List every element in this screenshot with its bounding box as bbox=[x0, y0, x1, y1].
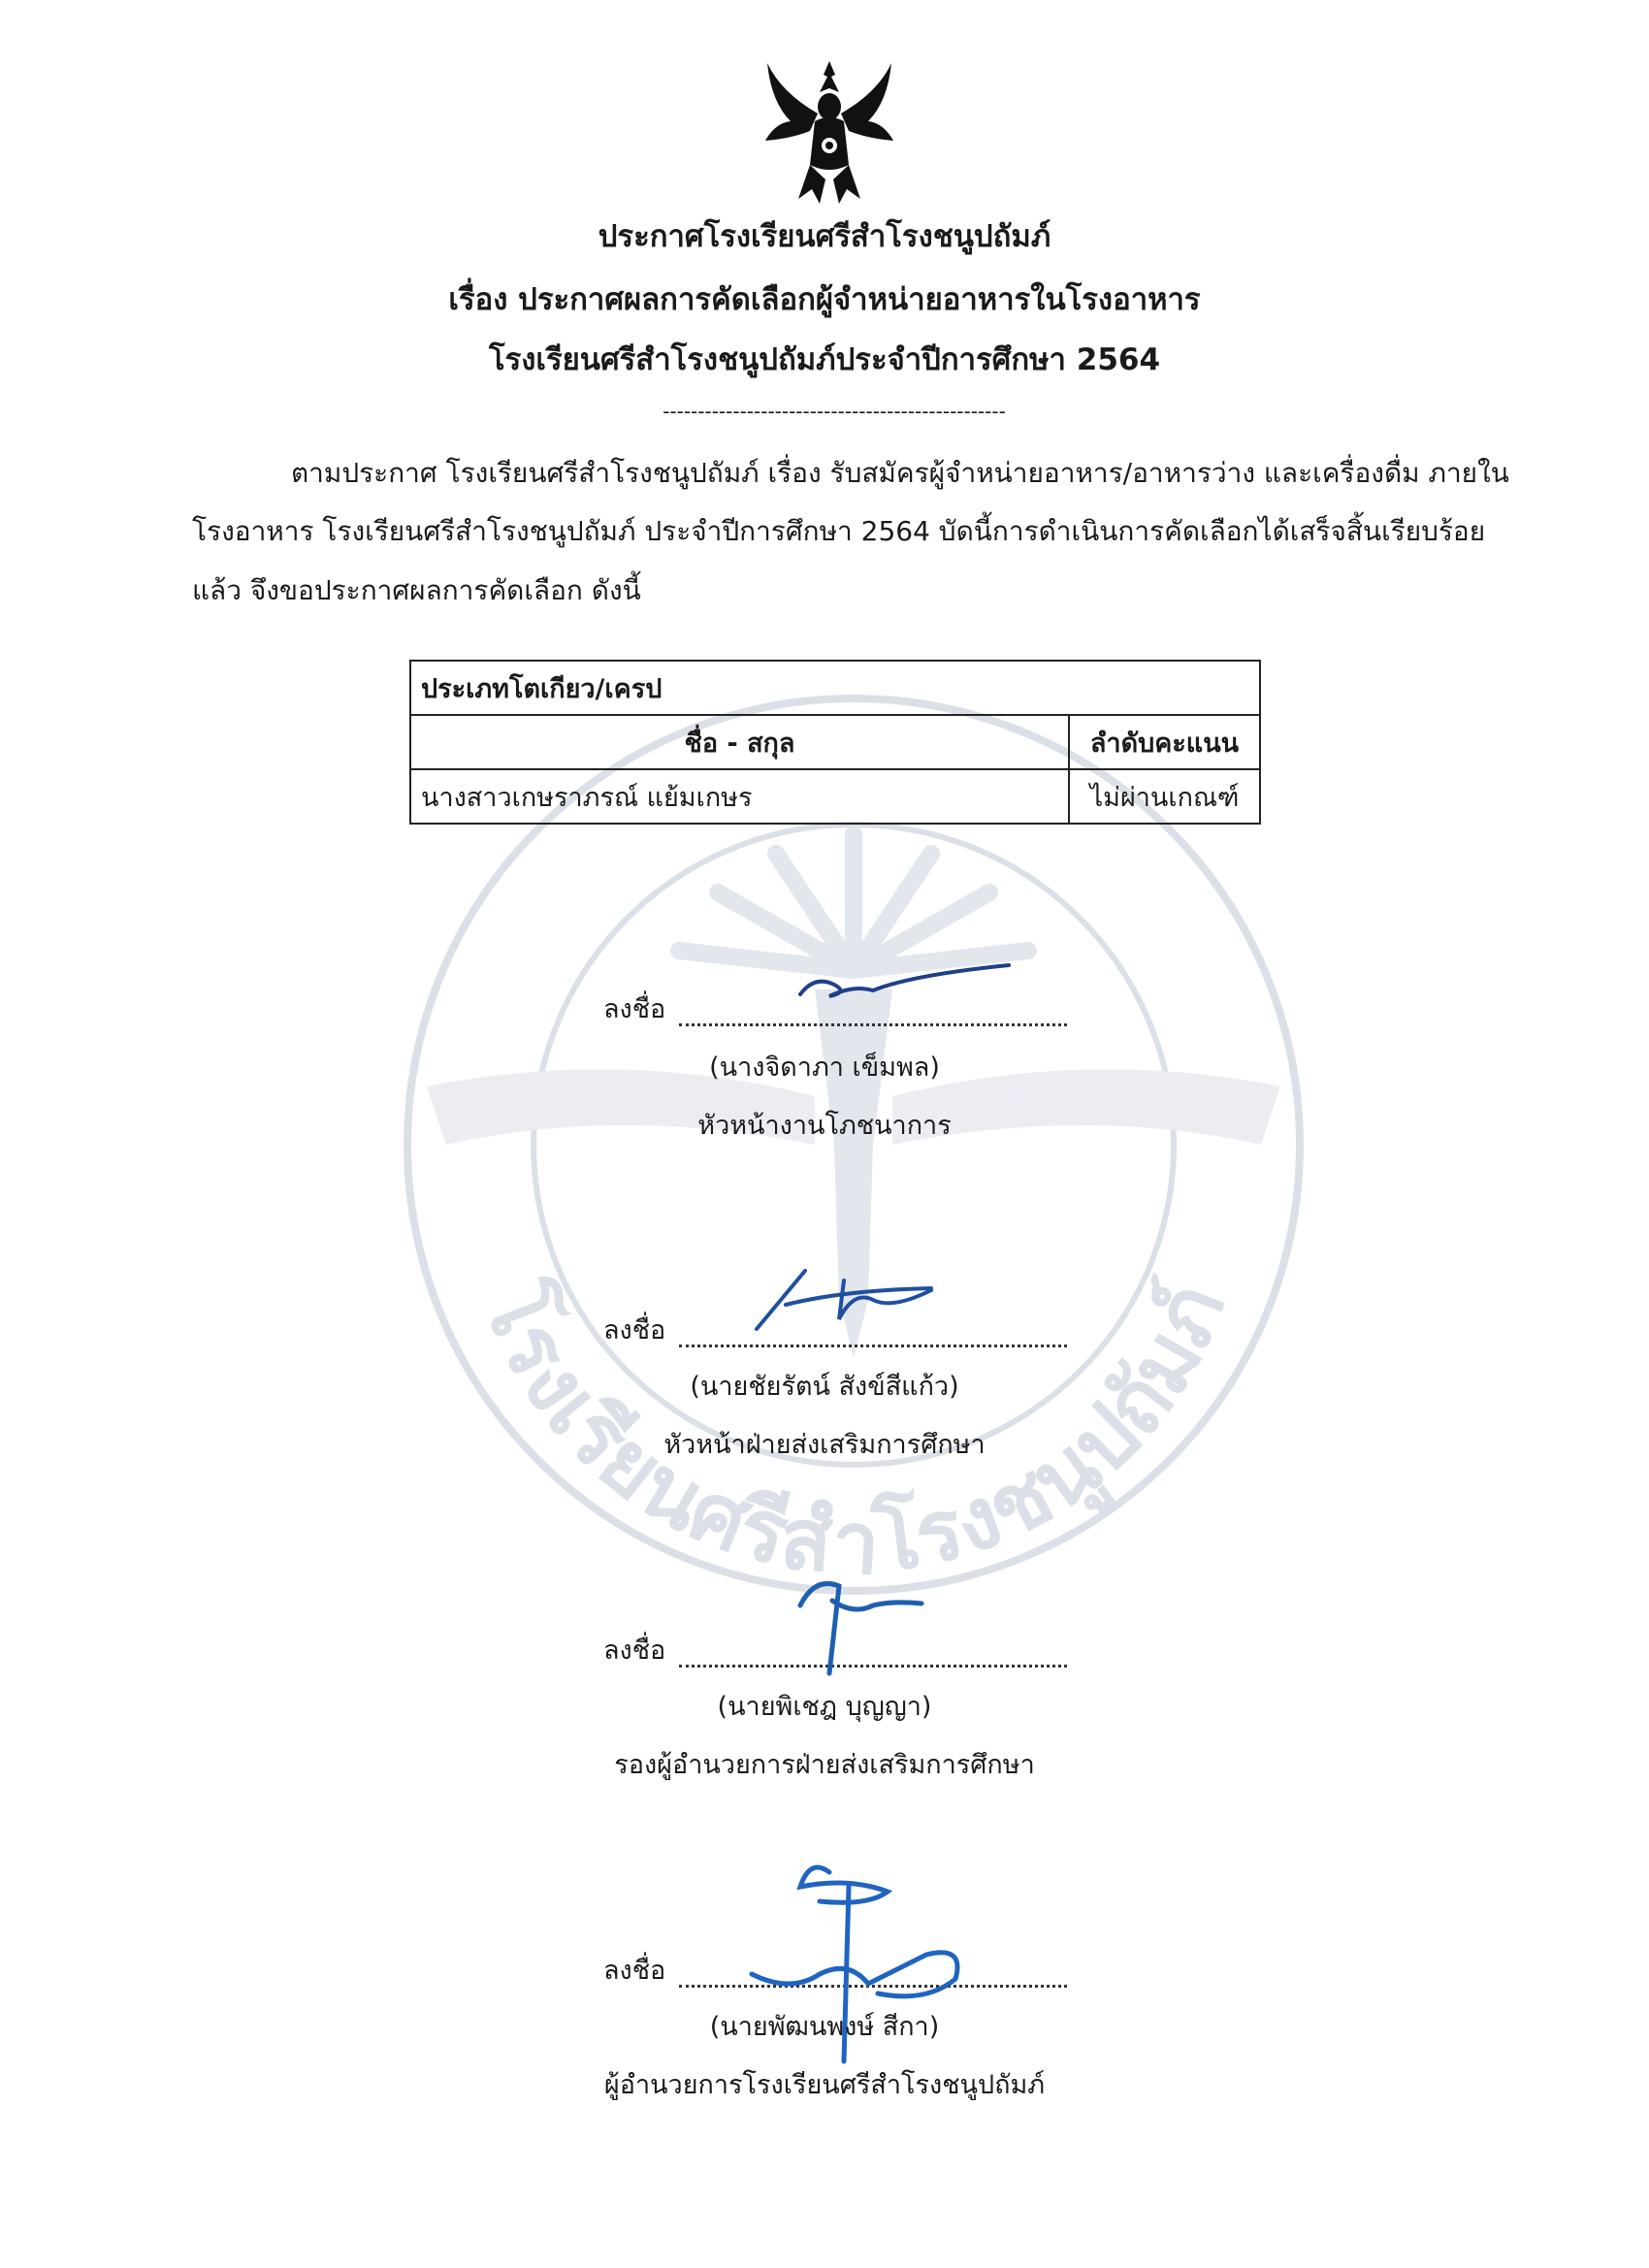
column-header-rank: ลำดับคะแนน bbox=[1069, 715, 1260, 769]
announcement-title: ประกาศโรงเรียนศรีสำโรงชนูปถัมภ์ bbox=[598, 219, 1051, 254]
garuda-emblem-icon bbox=[761, 53, 897, 209]
cell-rank: ไม่ผ่านเกณฑ์ bbox=[1069, 769, 1260, 824]
signature-label: ลงชื่อ bbox=[603, 1956, 666, 1986]
signatory-position: หัวหน้างานโภชนาการ bbox=[697, 1111, 952, 1141]
signature-2-image bbox=[747, 1261, 970, 1339]
body-line-2: โรงอาหาร โรงเรียนศรีสำโรงชนูปถัมภ์ ประจำปีการศึกษา 2564 บัดนี้การดำเนินการคัดเลือกได้เสร็จสิ้นเรียบร้อย bbox=[192, 515, 1486, 547]
column-header-name: ชื่อ - สกุล bbox=[410, 715, 1069, 769]
signatory-position: ผู้อำนวยการโรงเรียนศรีสำโรงชนูปถัมภ์ bbox=[603, 2070, 1046, 2100]
table-row bbox=[410, 769, 1260, 824]
signatory-name: (นายพัฒนพงษ์ สีกา) bbox=[709, 2012, 940, 2042]
announcement-subject: เรื่อง ประกาศผลการคัดเลือกผู้จำหน่ายอาหารในโรงอาหาร bbox=[448, 282, 1201, 317]
signatory-name: (นายพิเชฎ บุญญา) bbox=[717, 1692, 932, 1722]
announcement-school-year: โรงเรียนศรีสำโรงชนูปถัมภ์ประจำปีการศึกษา 2564 bbox=[488, 342, 1161, 377]
signature-line bbox=[679, 1021, 1067, 1026]
signature-line bbox=[679, 1342, 1067, 1347]
signature-label: ลงชื่อ bbox=[603, 1636, 666, 1666]
body-line-3: แล้ว จึงขอประกาศผลการคัดเลือก ดังนี้ bbox=[192, 574, 641, 606]
signature-1-image bbox=[795, 956, 1018, 1014]
body-line-1: ตามประกาศ โรงเรียนศรีสำโรงชนูปถัมภ์ เรื่อง รับสมัครผู้จำหน่ายอาหาร/อาหารว่าง และเครื่องดื่ม ภายใน bbox=[291, 457, 1509, 489]
table-header-row bbox=[410, 715, 1260, 769]
svg-text:โรงเรียนศรีสำโรงชนูปถัมภ์: โรงเรียนศรีสำโรงชนูปถัมภ์ bbox=[463, 1270, 1245, 1595]
table-category-row bbox=[410, 661, 1260, 715]
cell-name: นางสาวเกษราภรณ์ แย้มเกษร bbox=[410, 769, 1069, 824]
signature-3-image bbox=[786, 1567, 941, 1683]
signature-label: ลงชื่อ bbox=[603, 994, 666, 1024]
signatory-name: (นายชัยรัตน์ สังข์สีแก้ว) bbox=[690, 1372, 959, 1402]
signature-label: ลงชื่อ bbox=[603, 1315, 666, 1345]
table-category: ประเภทโตเกียว/เครป bbox=[410, 661, 1260, 715]
signatory-name: (นางจิดาภา เข็มพล) bbox=[709, 1053, 940, 1083]
separator-line: ------------------------------------------------- bbox=[663, 400, 1006, 423]
selection-result-table bbox=[409, 660, 1261, 825]
signatory-position: รองผู้อำนวยการฝ่ายส่งเสริมการศึกษา bbox=[614, 1750, 1035, 1780]
signatory-position: หัวหน้าฝ่ายส่งเสริมการศึกษา bbox=[663, 1430, 986, 1460]
